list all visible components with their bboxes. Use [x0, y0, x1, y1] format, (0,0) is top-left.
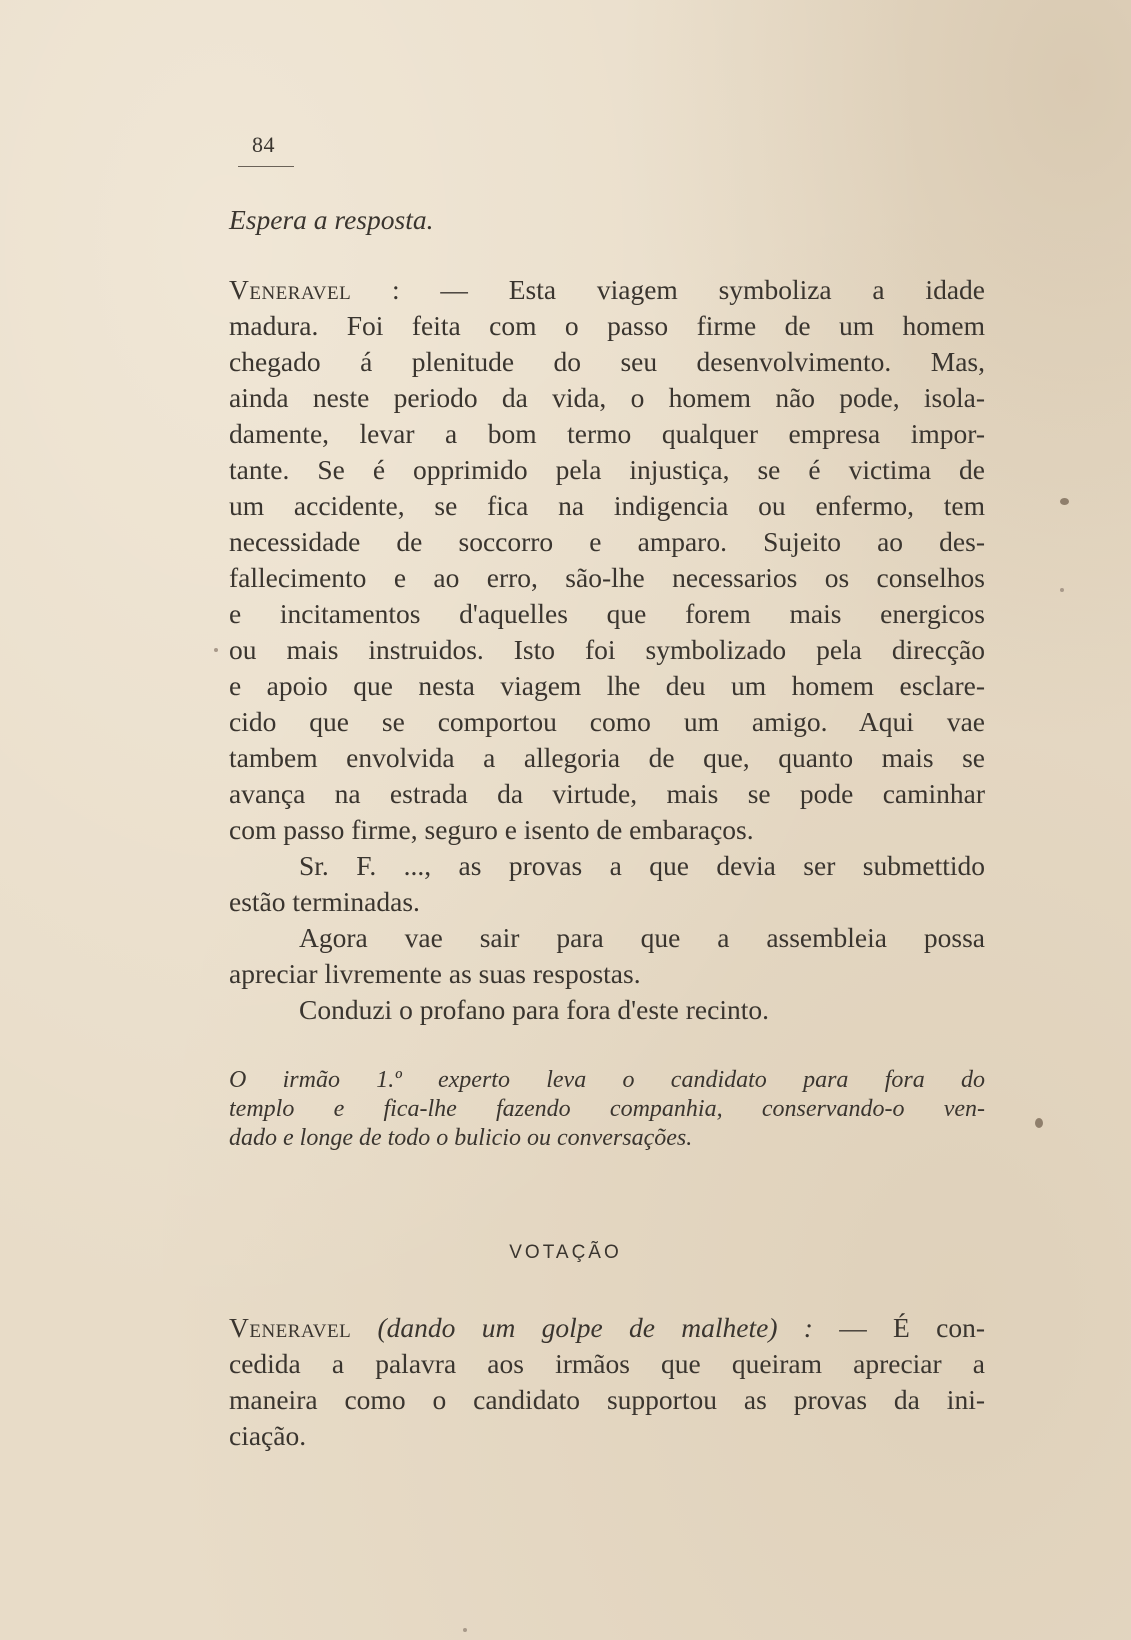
paper-speck — [463, 1628, 467, 1632]
body-line: chegado á plenitude do seu desenvolvimento. Mas, — [229, 346, 985, 377]
body-line: ou mais instruidos. Isto foi symbolizado pela direcção — [229, 634, 985, 665]
stage-direction-line: O irmão 1.º experto leva o candidato para fora do — [229, 1067, 985, 1093]
body-line: cedida a palavra aos irmãos que queiram apreciar a — [229, 1348, 985, 1379]
speaker-name: Veneravel — [229, 1312, 352, 1343]
body-line: apreciar livremente as suas respostas. — [229, 958, 641, 989]
stage-direction-line: dado e longe de todo o bulicio ou conversações. — [229, 1125, 693, 1151]
body-line: tambem envolvida a allegoria de que, quanto mais se — [229, 742, 985, 773]
body-line: necessidade de soccorro e amparo. Sujeito ao des- — [229, 526, 985, 557]
speech-text: : — Esta viagem symboliza a idade — [351, 274, 985, 305]
page-number-rule — [238, 166, 294, 167]
paper-speck — [214, 648, 218, 652]
indented-line: Sr. F. ..., as provas a que devia ser submettido — [299, 850, 985, 881]
paper-speck — [1060, 588, 1064, 592]
body-line: madura. Foi feita com o passo firme de um homem — [229, 310, 985, 341]
speech-line — [229, 272, 985, 308]
body-line: ainda neste periodo da vida, o homem não pode, isola- — [229, 382, 985, 413]
page-number: 84 — [252, 132, 275, 157]
body-line: cido que se comportou como um amigo. Aqui vae — [229, 706, 985, 737]
stage-direction-line: templo e fica-lhe fazendo companhia, conservando-o ven- — [229, 1096, 985, 1122]
speech-line — [229, 1310, 985, 1346]
section-heading: VOTAÇÃO — [509, 1242, 622, 1263]
body-line: ciação. — [229, 1420, 307, 1451]
body-line: fallecimento e ao erro, são-lhe necessarios os conselhos — [229, 562, 985, 593]
body-line: damente, levar a bom termo qualquer empresa impor- — [229, 418, 985, 449]
paper-speck — [1035, 1118, 1043, 1128]
indented-line: Conduzi o profano para fora d'este recinto. — [299, 994, 769, 1025]
speech-aside: (dando um golpe de malhete) : — [377, 1312, 813, 1343]
body-line: avança na estrada da virtude, mais se pode caminhar — [229, 778, 985, 809]
body-line: estão terminadas. — [229, 886, 420, 917]
body-line: tante. Se é opprimido pela injustiça, se é victima de — [229, 454, 985, 485]
body-line: e apoio que nesta viagem lhe deu um homem esclare- — [229, 670, 985, 701]
body-line: com passo firme, seguro e isento de embaraços. — [229, 814, 754, 845]
speaker-name: Veneravel — [229, 274, 352, 305]
stage-direction-line: Espera a resposta. — [229, 204, 434, 235]
indented-line: Agora vae sair para que a assembleia possa — [299, 922, 985, 953]
body-line: e incitamentos d'aquelles que forem mais energicos — [229, 598, 985, 629]
speech-text: — É con- — [812, 1312, 986, 1343]
paper-speck — [1060, 498, 1069, 505]
body-line: um accidente, se fica na indigencia ou enfermo, tem — [229, 490, 985, 521]
body-line: maneira como o candidato supportou as provas da ini- — [229, 1384, 985, 1415]
